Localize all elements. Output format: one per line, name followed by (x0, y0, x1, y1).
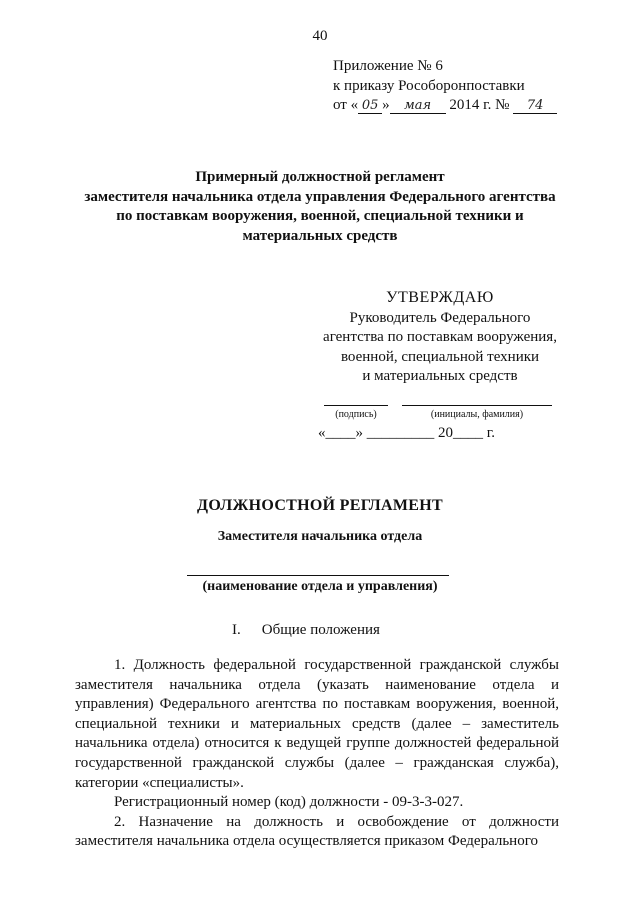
approval-line: агентства по поставкам вооружения, (323, 329, 557, 345)
appendix-order-ref: к приказу Рособоронпоставки (333, 77, 525, 94)
appendix-label: Приложение № 6 (333, 58, 443, 74)
approval-block (300, 288, 580, 387)
appendix-block (333, 57, 557, 116)
approval-line: Руководитель Федерального (349, 309, 531, 326)
signature-caption: (подпись) (335, 409, 377, 420)
main-title: ДОЛЖНОСТНОЙ РЕГЛАМЕНТ (197, 497, 443, 514)
appendix-day: 05 (358, 99, 382, 114)
name-caption: (инициалы, фамилия) (430, 409, 524, 420)
department-caption: (наименование отдела и управления) (202, 579, 438, 594)
position-title: Заместителя начальника отдела (217, 529, 423, 544)
approval-line: и материальных средств (362, 368, 518, 384)
approval-line: военной, специальной техники (340, 348, 540, 365)
appendix-number: 74 (513, 99, 557, 114)
document-title-line: заместителя начальника отдела управления Федерального агентства (84, 188, 556, 205)
appendix-date-line (333, 96, 557, 116)
page-number: 40 (312, 28, 328, 44)
document-title-line: материальных средств (242, 227, 398, 244)
document-title-line: по поставкам вооружения, военной, специальной техники и (116, 208, 524, 224)
paragraph: 1. Должность федеральной государственной гражданской службы заместителя начальника отдела (указать наименование отдела и управления) Федерального агентства по поставкам вооружения, военной, специальной техники и материальных средств (далее – заместитель начальника отдела) относится к ведущей группе должностей федеральной государственной гражданской службы (далее – гражданская служба), категории «специалисты». (75, 657, 559, 791)
section-title: Общие положения (261, 622, 380, 638)
approval-heading: УТВЕРЖДАЮ (386, 289, 494, 306)
signature-line (324, 405, 388, 406)
section-number: I. (232, 622, 241, 638)
appendix-quote-close: » (382, 97, 390, 113)
body-text (75, 656, 559, 852)
document-title (40, 168, 600, 246)
name-line (402, 405, 552, 406)
section-heading (232, 622, 380, 639)
approval-date: «____» _________ 20____ г. (318, 425, 495, 441)
department-blank-line (187, 575, 449, 576)
appendix-month: мая (390, 99, 446, 114)
appendix-year: 2014 г. № (449, 97, 510, 113)
appendix-from: от « (333, 97, 359, 113)
paragraph: Регистрационный номер (код) должности - 09-3-3-027. (114, 794, 464, 811)
paragraph: 2. Назначение на должность и освобождение от должности заместителя начальника отдела осуществляется приказом Федерального (75, 813, 559, 850)
document-title-line: Примерный должностной регламент (195, 169, 445, 185)
